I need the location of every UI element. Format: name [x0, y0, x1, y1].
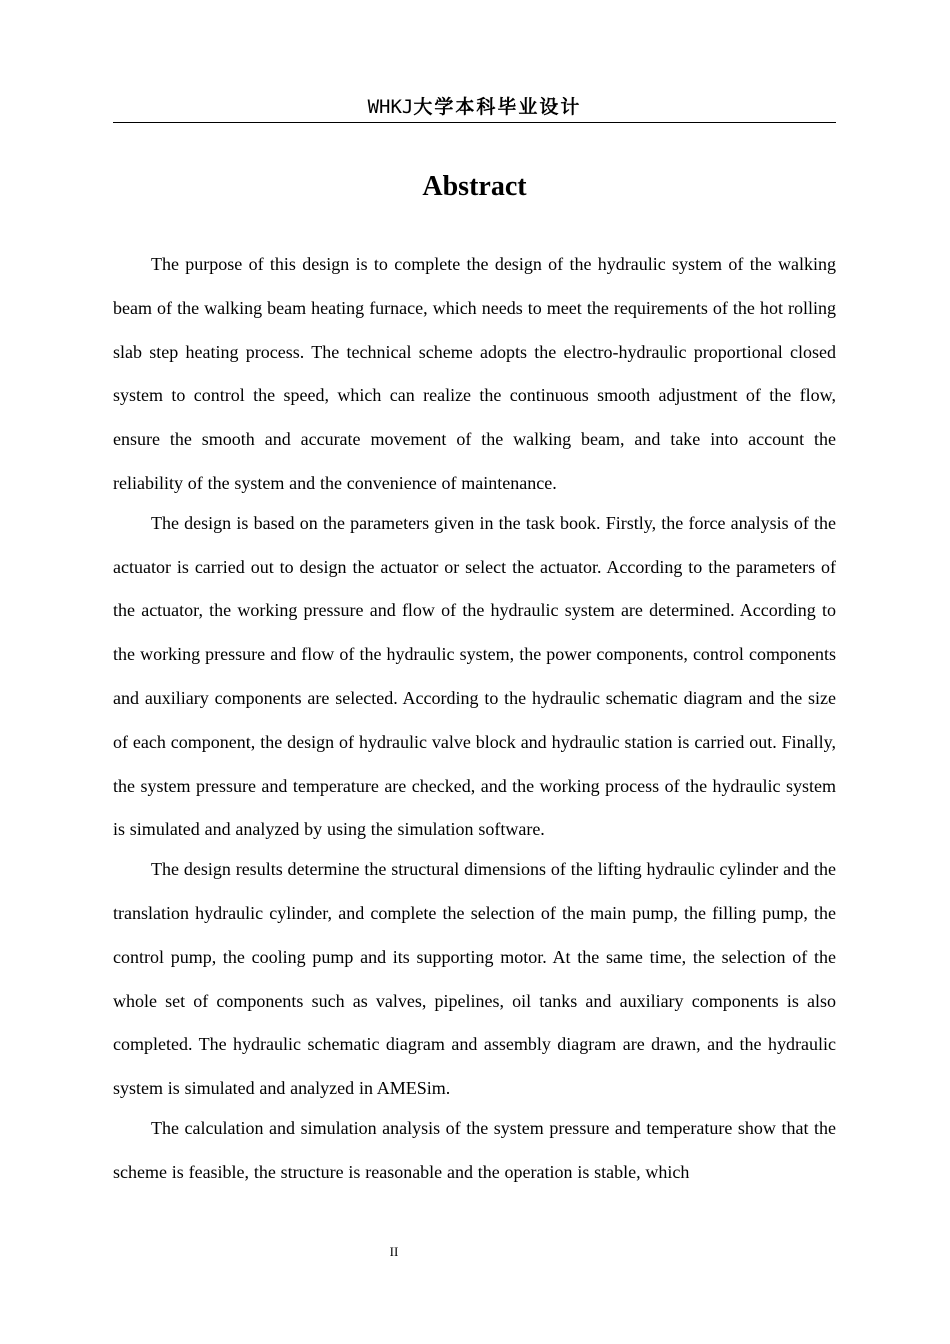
page-title: Abstract [422, 171, 527, 202]
abstract-paragraph-3: The design results determine the structural dimensions of the lifting hydraulic cylinder and the translation hydraulic cylinder, and complete the selection of the main pump, the filling pump, the control pump, the cooling pump and its supporting motor. At the same time, the selection of the whole set of components such as valves, pipelines, oil tanks and auxiliary components is also completed. The hydraulic schematic diagram and assembly diagram are drawn, and the hydraulic system is simulated and analyzed in AMESim. [113, 859, 836, 1099]
abstract-paragraph-4: The calculation and simulation analysis of the system pressure and temperature show that the scheme is feasible, the structure is reasonable and the operation is stable, which [113, 1117, 836, 1182]
running-header [113, 94, 836, 123]
abstract-body [113, 243, 836, 1195]
header-thesis-label: 大学本科毕业设计 [413, 96, 582, 118]
header-institution-code: WHKJ [367, 96, 414, 118]
abstract-paragraph-2: The design is based on the parameters given in the task book. Firstly, the force analysis of the actuator is carried out to design the actuator or select the actuator. According to the parameters of the actuator, the working pressure and flow of the hydraulic system are determined. According to the working pressure and flow of the hydraulic system, the power components, control components and auxiliary components are selected. According to the hydraulic schematic diagram and the size of each component, the design of hydraulic valve block and hydraulic station is carried out. Finally, the system pressure and temperature are checked, and the working process of the hydraulic system is simulated and analyzed by using the simulation software. [113, 512, 836, 840]
page-number: II [389, 1244, 399, 1259]
abstract-paragraph-1: The purpose of this design is to complete the design of the hydraulic system of the walking beam of the walking beam heating furnace, which needs to meet the requirements of the hot rolling slab step heating process. The technical scheme adopts the electro-hydraulic proportional closed system to control the speed, which can realize the continuous smooth adjustment of the flow, ensure the smooth and accurate movement of the walking beam, and take into account the reliability of the system and the convenience of maintenance. [113, 254, 836, 493]
